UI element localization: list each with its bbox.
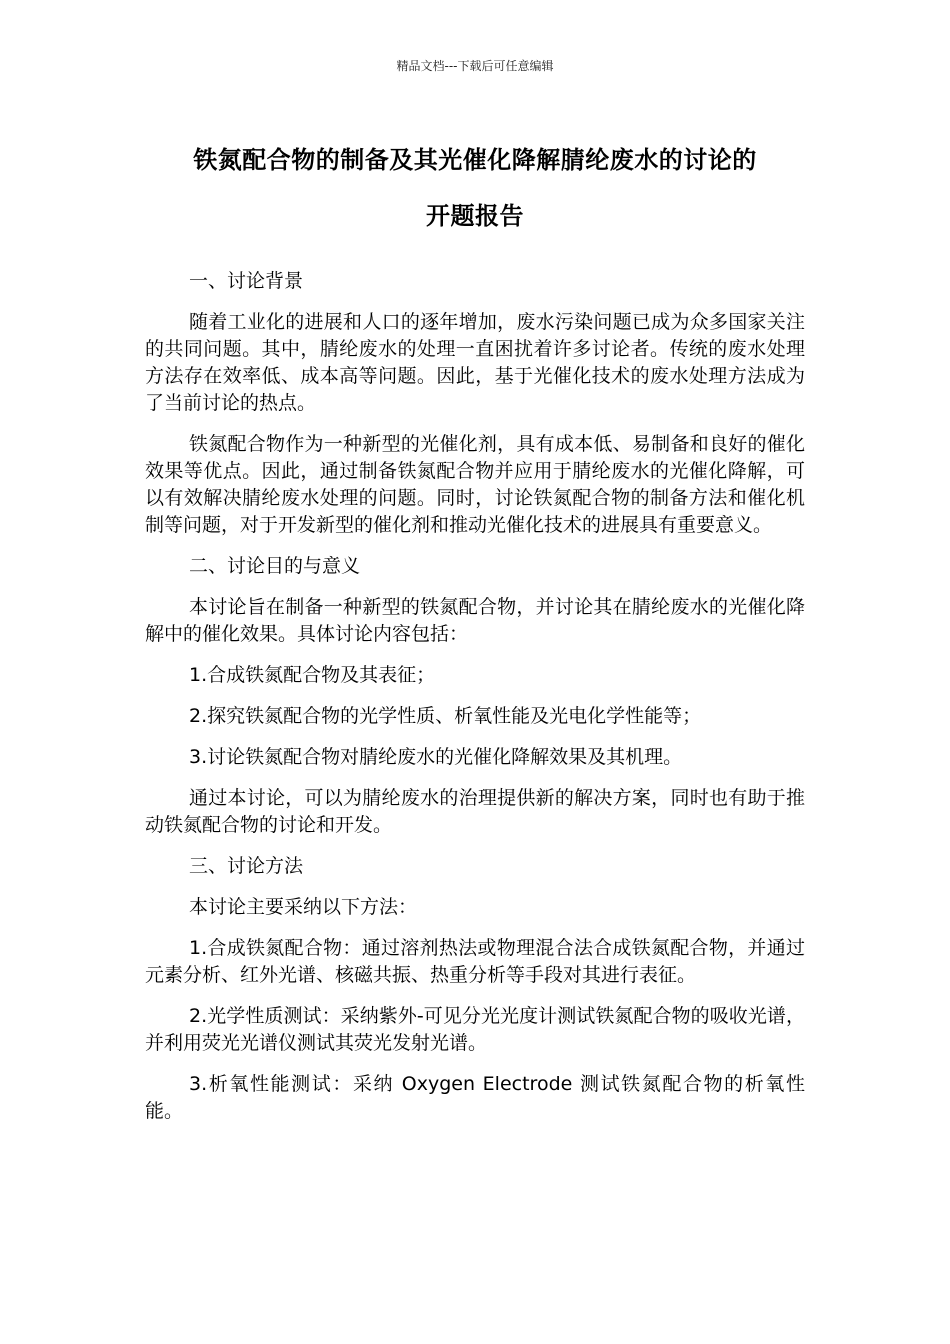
section-heading-methods: 三、讨论方法 [189, 855, 304, 877]
title-line-2: 开题报告 [426, 202, 524, 230]
list-item-method-3: 3.析氧性能测试：采纳 Oxygen Electrode 测试铁氮配合物的析氧性能。 [145, 1073, 805, 1122]
list-item-method-1: 1.合成铁氮配合物：通过溶剂热法或物理混合法合成铁氮配合物，并通过元素分析、红外光谱、核磁共振、热重分析等手段对其进行表征。 [145, 937, 805, 986]
list-item-purpose-2: 2.探究铁氮配合物的光学性质、析氧性能及光电化学性能等； [189, 705, 702, 727]
paragraph-background-2: 铁氮配合物作为一种新型的光催化剂，具有成本低、易制备和良好的催化效果等优点。因此，通过制备铁氮配合物并应用于腈纶废水的光催化降解，可以有效解决腈纶废水处理的问题。同时，讨论铁氮配合物的制备方法和催化机制等问题，对于开发新型的催化剂和推动光催化技术的进展具有重要意义。 [145, 433, 805, 536]
title-line-1: 铁氮配合物的制备及其光催化降解腈纶废水的讨论的 [193, 146, 757, 174]
paragraph-purpose-significance: 通过本讨论，可以为腈纶废水的治理提供新的解决方案，同时也有助于推动铁氮配合物的讨论和开发。 [145, 787, 805, 836]
header-note: 精品文档---下载后可任意编辑 [396, 59, 554, 73]
paragraph-purpose-intro: 本讨论旨在制备一种新型的铁氮配合物，并讨论其在腈纶废水的光催化降解中的催化效果。具体讨论内容包括： [145, 596, 805, 645]
section-heading-purpose: 二、讨论目的与意义 [189, 555, 361, 577]
list-item-method-2: 2.光学性质测试：采纳紫外-可见分光光度计测试铁氮配合物的吸收光谱，并利用荧光光谱仪测试其荧光发射光谱。 [145, 1005, 805, 1054]
document-body [145, 268, 805, 1139]
document-title [120, 132, 830, 244]
section-heading-background: 一、讨论背景 [189, 270, 304, 292]
paragraph-methods-intro: 本讨论主要采纳以下方法： [189, 896, 418, 918]
paragraph-background-1: 随着工业化的进展和人口的逐年增加，废水污染问题已成为众多国家关注的共同问题。其中，腈纶废水的处理一直困扰着许多讨论者。传统的废水处理方法存在效率低、成本高等问题。因此，基于光催化技术的废水处理方法成为了当前讨论的热点。 [145, 311, 805, 414]
list-item-purpose-1: 1.合成铁氮配合物及其表征； [189, 664, 436, 686]
list-item-purpose-3: 3.讨论铁氮配合物对腈纶废水的光催化降解效果及其机理。 [189, 746, 683, 768]
